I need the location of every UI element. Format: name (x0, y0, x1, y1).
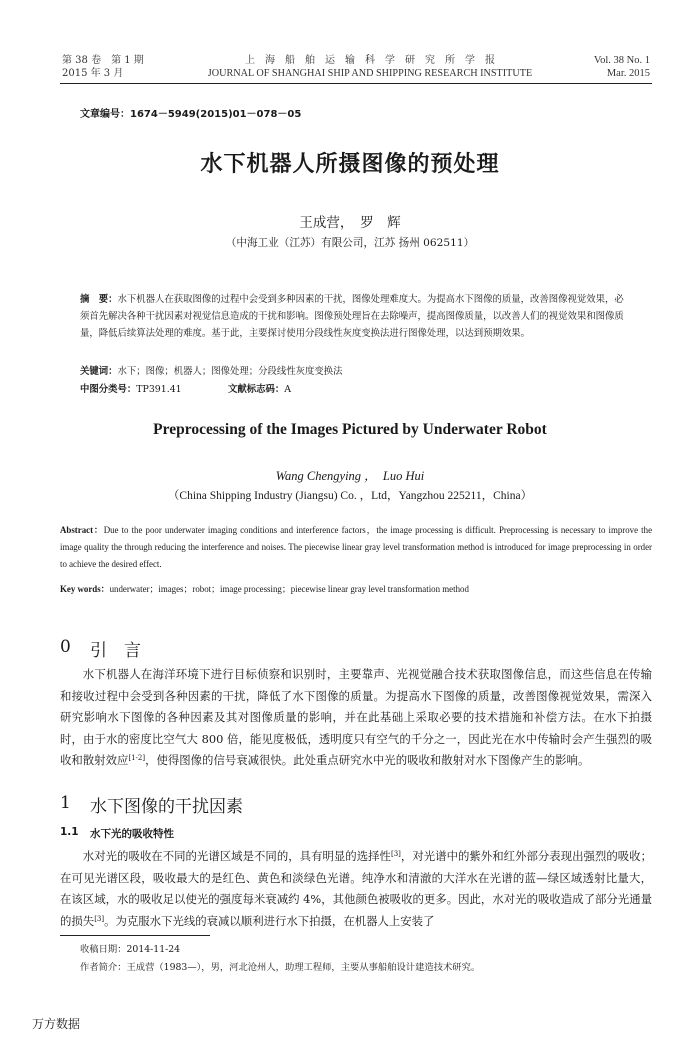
section1-1-title: 水下光的吸收特性 (90, 828, 174, 840)
keywords-cn-text: 水下；图像；机器人；图像处理；分段线性灰度变换法 (117, 366, 343, 377)
section1-title: 水下图像的干扰因素 (90, 797, 243, 817)
keywords-cn (80, 363, 625, 380)
keywords-en (60, 581, 652, 598)
header-volume-en: Vol. 38 No. 1 (593, 55, 650, 66)
section0-number: 0 (60, 637, 71, 657)
keywords-cn-label: 关键词： (80, 366, 118, 377)
keywords-en-label: Key words： (60, 584, 110, 594)
footnote-received: 收稿日期：2014-11-24 (80, 944, 181, 955)
header-date-cn: 2015 年 3 月 (62, 68, 124, 79)
clc-line (80, 381, 182, 398)
abstract-en-text: Due to the poor underwater imaging conditions and interference factors，the image processing is difficult. Preprocessing is necessary to improve the image quality the through reducing the interference and noises. The piecewise linear gray level transformation method is introduced for image preprocessing in order to achieve the desired effect. (60, 525, 653, 569)
affiliation-cn: （中海工业（江苏）有限公司，江苏 扬州 062511） (225, 237, 475, 249)
clc-value: TP391.41 (136, 384, 182, 395)
clc-label: 中图分类号： (80, 384, 137, 395)
section1-1-text-b: ，对光谱中的紫外和红外部分表现出强烈的吸收；在可见光谱区段，吸收最大的是红色、黄色和淡绿色光谱。纯净水和清澈的大洋水在光谱的蓝—绿区域透射比量大，在该区域，水的吸收足以使光的强度每米衰减约 4%，其他颜色被吸收的更多。因此，水对光的吸收造成了部分光通量的损失 (60, 849, 652, 928)
abstract-cn-label: 摘 要： (80, 294, 118, 305)
affiliation-en: （China Shipping Industry (Jiangsu) Co. ，Ltd，Yangzhou 225211，China） (167, 490, 533, 502)
header-rule (60, 83, 652, 84)
section0-text-b: ，使得图像的信号衰减很快。此处重点研究水中光的吸收和散射对水下图像产生的影响。 (145, 753, 590, 767)
article-id: 文章编号：1674－5949(2015)01－078－05 (80, 109, 302, 120)
abstract-en-label: Abstract： (60, 525, 104, 535)
section0-text-a: 水下机器人在海洋环境下进行目标侦察和识别时，主要靠声、光视觉融合技术获取图像信息，而这些信息在传输和接收过程中会受到各种因素的干扰，降低了水下图像的质量。为提高水下图像的质量，改善图像视觉效果，需深入研究影响水下图像的各种因素及其对图像质量的影响，并在此基础上采取必要的技术措施和补偿方法。在水下拍摄时，由于水的密度比空气大 800 倍，能见度极低，透明度只有空气的千分之一，因此光在水中传输时会产生强烈的吸收和散射效应 (60, 667, 652, 767)
keywords-en-text: underwater；images；robot；image processing；piecewise linear gray level transformation method (109, 584, 469, 594)
footnote-rule (60, 935, 210, 936)
section0-title: 引 言 (90, 641, 141, 661)
section1-1-number: 1.1 (60, 826, 79, 838)
header-date-en: Mar. 2015 (606, 68, 650, 79)
header-volume-cn: 第 38 卷 第 1 期 (62, 55, 144, 66)
title-cn: 水下机器人所摄图像的预处理 (200, 152, 500, 177)
authors-cn: 王成营， 罗 辉 (299, 215, 401, 231)
doc-code-line (228, 381, 291, 398)
authors-en: Wang Chengying ， Luo Hui (275, 469, 425, 483)
footnote-bio: 作者简介：王成营（1983—），男，河北沧州人，助理工程师，主要从事船舶设计建造技术研究。 (80, 962, 481, 973)
section1-1-text-c: 。为克服水下光线的衰减以顺利进行水下拍摄，在机器人上安装了 (104, 913, 435, 928)
abstract-en (60, 522, 652, 573)
citation: [1-2] (128, 754, 146, 762)
doc-code-label: 文献标志码： (228, 384, 285, 395)
watermark: 万方数据 (32, 1017, 81, 1031)
section1-1-text-a: 水对光的吸收在不同的光谱区域是不同的，具有明显的选择性 (82, 849, 391, 863)
header-journal-cn: 上 海 船 舶 运 输 科 学 研 究 所 学 报 (245, 55, 495, 66)
section1-number: 1 (60, 793, 71, 813)
citation: [3] (94, 914, 105, 923)
doc-code-value: A (284, 384, 292, 395)
citation: [3] (390, 850, 401, 858)
header-journal-en: JOURNAL OF SHANGHAI SHIP AND SHIPPING RESEARCH INSTITUTE (207, 68, 533, 79)
abstract-cn (80, 291, 625, 342)
section0-paragraph (60, 664, 652, 772)
section1-1-paragraph (60, 846, 652, 932)
abstract-cn-text: 水下机器人在获取图像的过程中会受到多种因素的干扰，图像处理难度大。为提高水下图像的质量，改善图像视觉效果，必须首先解决各种干扰因素对视觉信息造成的干扰和影响。图像预处理旨在去除噪声，提高图像质量，以改善人们的视觉效果和图像质量，降低后续算法处理的难度。基于此，主要探讨使用分段线性灰度变换法进行图像处理，以达到预期效果。 (80, 294, 624, 339)
title-en: Preprocessing of the Images Pictured by Underwater Robot (153, 421, 547, 438)
